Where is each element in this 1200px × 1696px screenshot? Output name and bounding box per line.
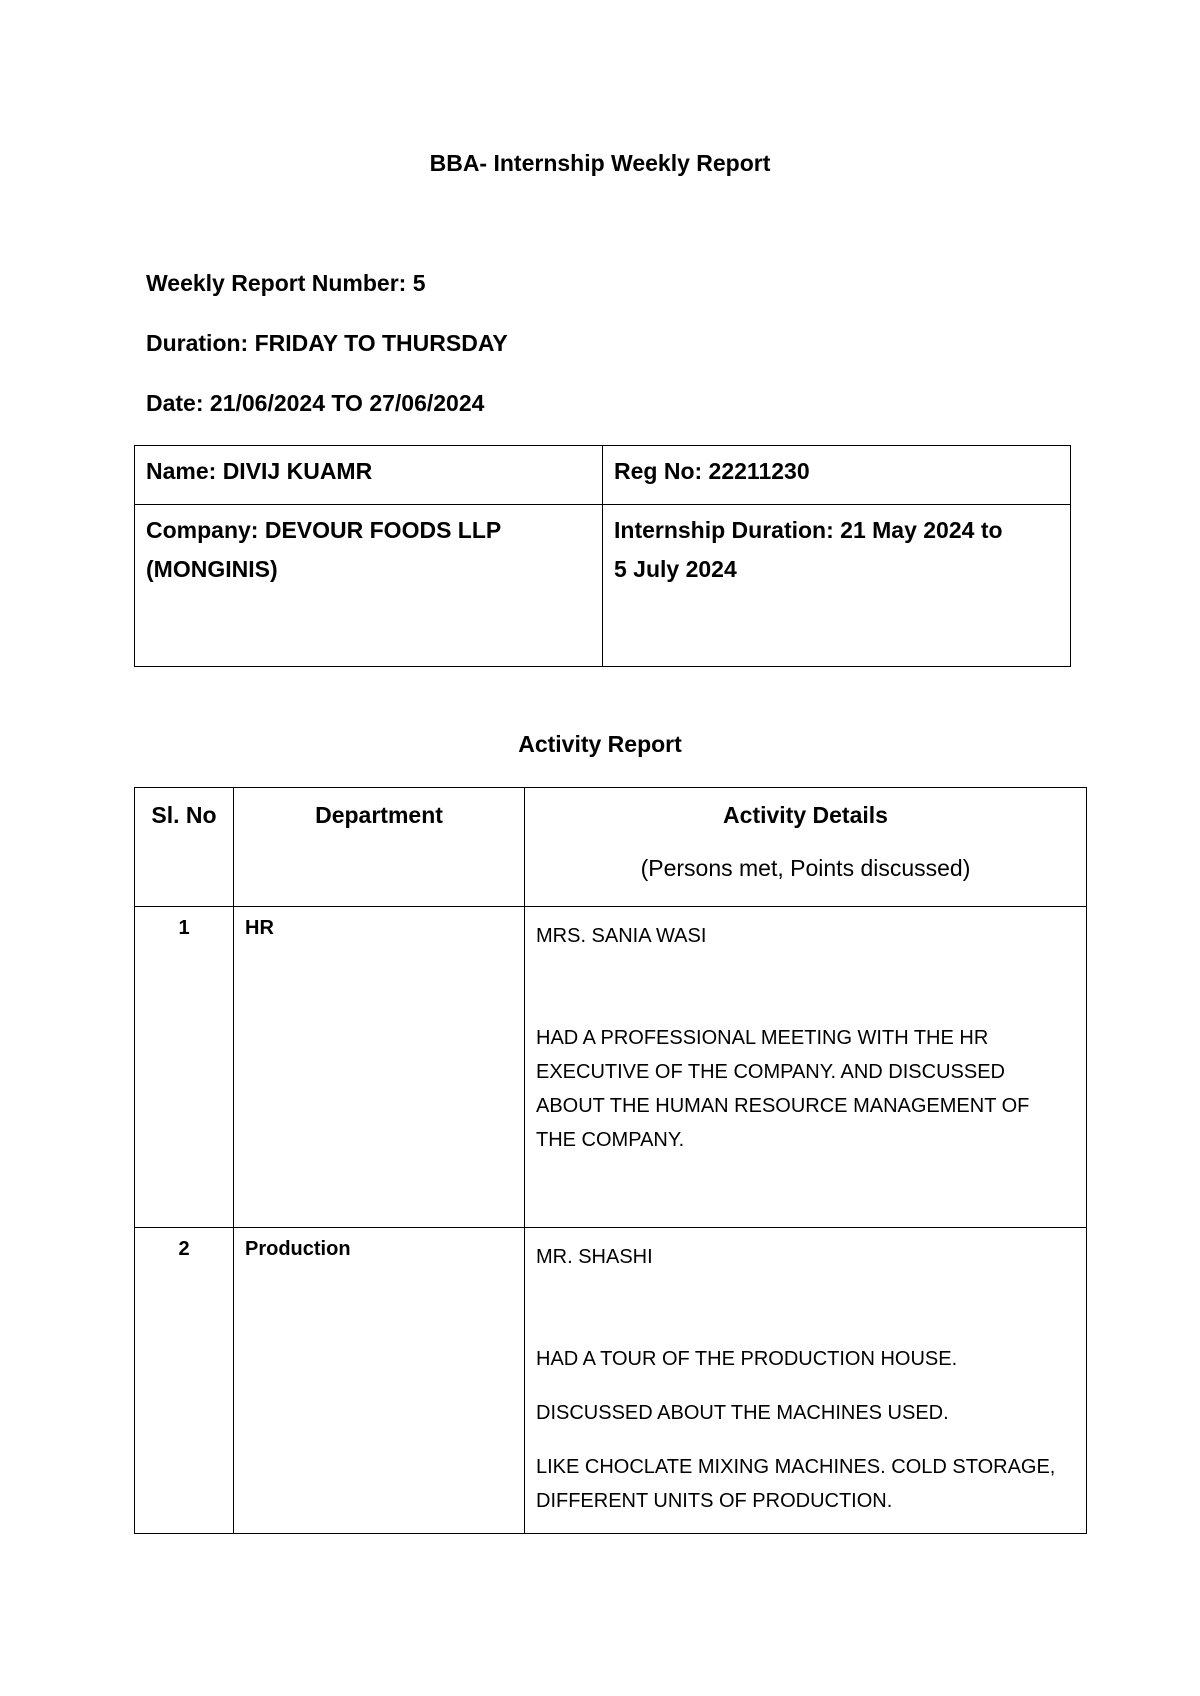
activity-table [134,787,1087,1534]
detail-line: ABOUT THE HUMAN RESOURCE MANAGEMENT OF [536,1095,1030,1117]
header-activity-details [525,788,1087,907]
header-department: Department [234,788,525,907]
student-info-table [134,445,1071,667]
header-details-sub: (Persons met, Points discussed) [640,855,971,881]
company-cell [135,505,603,667]
header-details-label: Activity Details [723,802,888,828]
company-brand: (MONGINIS) [146,556,278,582]
table-header-row [135,788,1087,907]
detail-line: HAD A PROFESSIONAL MEETING WITH THE HR [536,1027,989,1049]
person-met: MR. SHASHI [536,1246,653,1268]
detail-line: HAD A TOUR OF THE PRODUCTION HOUSE. [536,1348,958,1370]
report-duration: Duration: FRIDAY TO THURSDAY [146,330,508,356]
detail-line: THE COMPANY. [536,1129,685,1151]
reg-no: Reg No: 22211230 [614,458,810,484]
student-name: Name: DIVIJ KUAMR [146,458,373,484]
detail-line: DIFFERENT UNITS OF PRODUCTION. [536,1490,893,1512]
detail-line: DISCUSSED ABOUT THE MACHINES USED. [536,1402,949,1424]
table-row [135,1228,1087,1534]
row-activity-details [525,1228,1087,1534]
internship-duration-cell [603,505,1071,667]
report-date: Date: 21/06/2024 TO 27/06/2024 [146,390,485,416]
activity-report-title: Activity Report [518,731,682,757]
row-department: HR [234,907,525,1228]
row-activity-details [525,907,1087,1228]
weekly-report-number: Weekly Report Number: 5 [146,270,426,296]
table-row [135,907,1087,1228]
document-title: BBA- Internship Weekly Report [429,150,771,176]
detail-line: EXECUTIVE OF THE COMPANY. AND DISCUSSED [536,1061,1005,1083]
reg-no-cell [603,446,1071,505]
detail-line: LIKE CHOCLATE MIXING MACHINES. COLD STORAGE, [536,1456,1056,1478]
internship-duration-line1: Internship Duration: 21 May 2024 to [614,517,1003,543]
row-sl-no: 2 [135,1228,234,1534]
header-sl-no: Sl. No [135,788,234,907]
person-met: MRS. SANIA WASI [536,925,707,947]
row-department: Production [234,1228,525,1534]
company-name: Company: DEVOUR FOODS LLP [146,517,502,543]
student-name-cell [135,446,603,505]
row-sl-no: 1 [135,907,234,1228]
internship-duration-line2: 5 July 2024 [614,556,737,582]
